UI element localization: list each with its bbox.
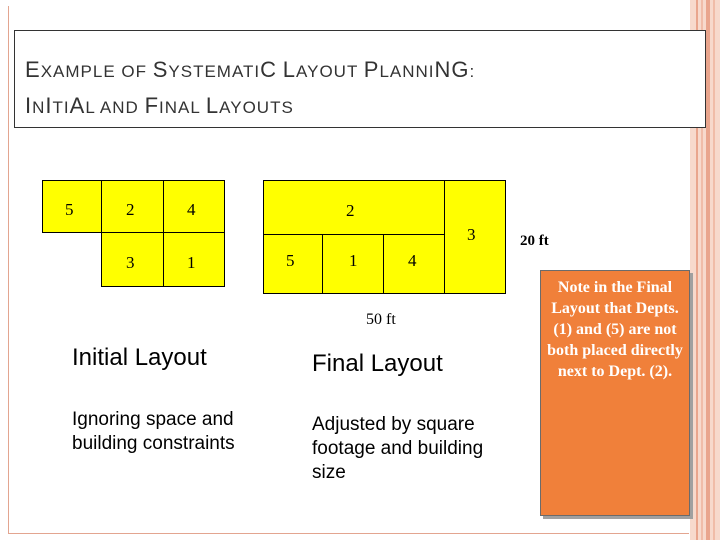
height-dimension-label: 20 ft xyxy=(520,233,549,249)
dept-label: 3 xyxy=(126,253,135,272)
initial-dept-4 xyxy=(163,180,225,233)
decorative-stripe xyxy=(713,0,715,540)
title-letter: A xyxy=(69,93,86,118)
title-letter: F xyxy=(144,93,160,118)
decorative-stripe xyxy=(706,0,710,540)
dept-label: 1 xyxy=(349,251,358,270)
dept-label: 5 xyxy=(286,251,295,270)
title-line-2 xyxy=(25,93,294,119)
dept-label: 3 xyxy=(467,225,476,244)
title-letter: E xyxy=(25,57,41,82)
title-box xyxy=(14,30,706,128)
title-text: XAMPLE OF xyxy=(40,62,153,81)
title-letter: L xyxy=(205,93,220,118)
final-dept-1 xyxy=(322,234,384,294)
final-dept-3 xyxy=(444,180,506,294)
final-dept-5 xyxy=(263,234,323,294)
initial-dept-1 xyxy=(163,232,225,287)
final-dept-2 xyxy=(263,180,445,235)
title-text: AYOUT xyxy=(296,62,364,81)
final-layout-heading: Final Layout xyxy=(312,350,443,377)
initial-layout-description: Ignoring space and building constraints xyxy=(72,409,235,454)
initial-dept-3 xyxy=(101,232,164,287)
title-text: AYOUTS xyxy=(219,98,294,117)
dept-label: 5 xyxy=(65,200,74,219)
title-letter: P xyxy=(363,57,380,82)
title-letter: I xyxy=(45,93,53,118)
initial-dept-2 xyxy=(101,180,164,233)
title-text: L AND xyxy=(85,98,145,117)
dept-label: 4 xyxy=(408,251,417,270)
title-text: LANNI xyxy=(379,62,435,81)
final-layout-description: Adjusted by square footage and building size xyxy=(312,414,484,483)
title-letter: S xyxy=(152,57,169,82)
title-letter: N xyxy=(434,57,452,82)
title-text: INAL xyxy=(159,98,206,117)
dept-label: 1 xyxy=(187,253,196,272)
width-dimension-label: 50 ft xyxy=(366,311,396,328)
title-text: N xyxy=(32,98,46,117)
initial-layout-heading: Initial Layout xyxy=(72,344,207,371)
dept-label: 4 xyxy=(187,200,196,219)
title-letter: G xyxy=(451,57,470,82)
title-letter: L xyxy=(282,57,297,82)
title-letter: C xyxy=(260,57,278,82)
dept-label: 2 xyxy=(126,200,135,219)
title-text: TI xyxy=(52,98,70,117)
final-dept-4 xyxy=(383,234,445,294)
initial-dept-5 xyxy=(42,180,102,233)
title-text: YSTEMATI xyxy=(168,62,261,81)
title-line-1 xyxy=(25,57,475,83)
title-text: : xyxy=(469,62,476,81)
title-letter: I xyxy=(25,93,33,118)
note-callout: Note in the Final Layout that Depts. (1) and (5) are not both placed directly next to Dept. (2). xyxy=(540,270,690,516)
dept-label: 2 xyxy=(346,201,355,220)
